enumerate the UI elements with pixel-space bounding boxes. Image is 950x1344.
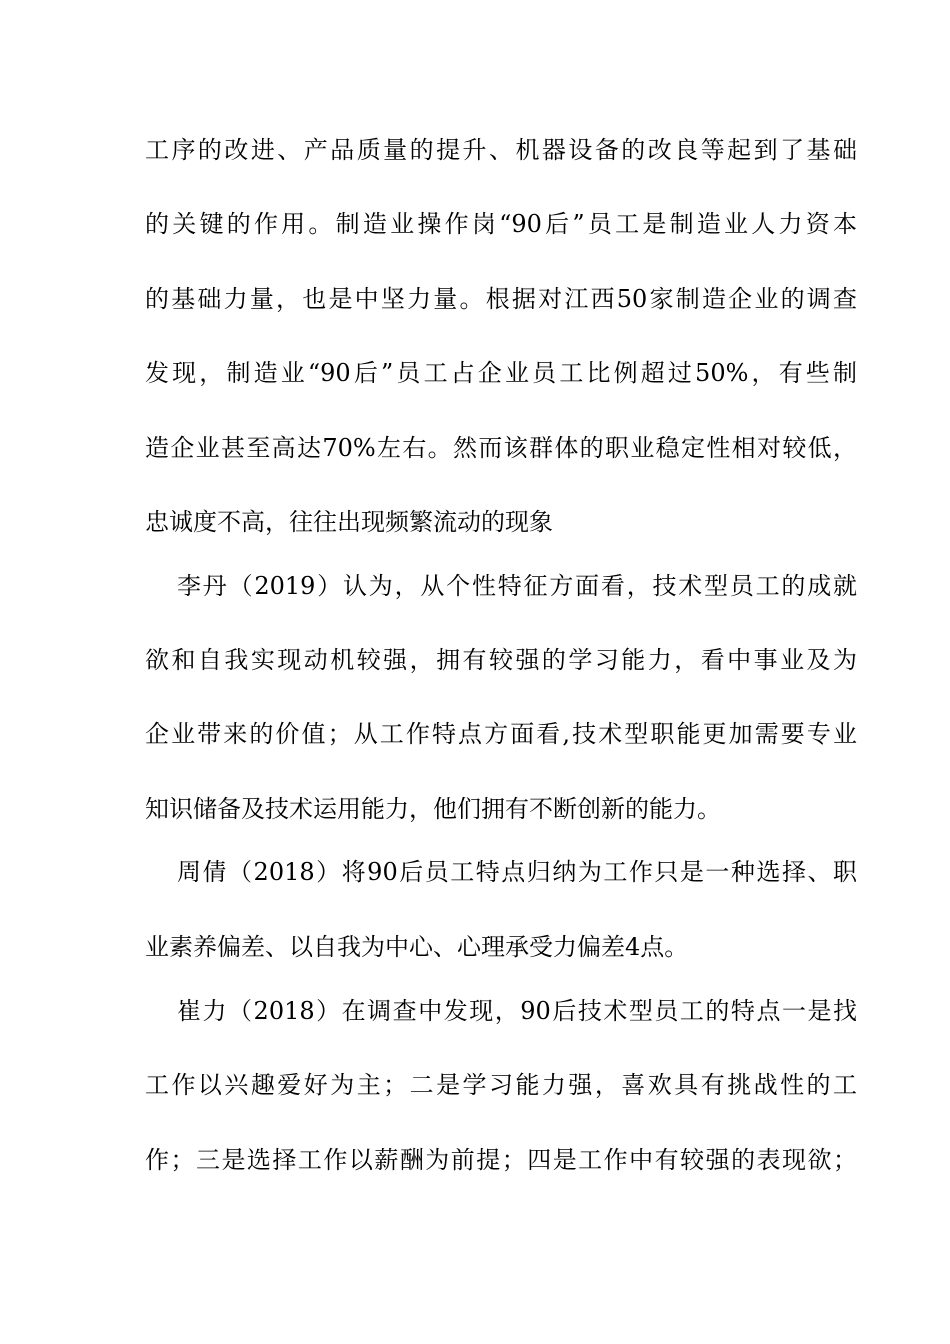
paragraph-1-line-6: 忠诚度不高，往往出现频繁流动的现象 — [145, 508, 553, 536]
paragraph-3-line-1: 周倩（2018）将90后员工特点归纳为工作只是一种选择、职 — [177, 858, 857, 886]
paragraph-1-line-5: 造企业甚至高达70%左右。然而该群体的职业稳定性相对较低， — [145, 434, 857, 462]
paragraph-3-line-2: 业素养偏差、以自我为中心、心理承受力偏差4点。 — [145, 933, 689, 961]
paragraph-1-line-4: 发现，制造业“90后”员工占企业员工比例超过50%，有些制 — [145, 359, 857, 387]
paragraph-4-line-3: 作；三是选择工作以薪酬为前提；四是工作中有较强的表现欲； — [145, 1146, 857, 1174]
paragraph-2-line-2: 欲和自我实现动机较强，拥有较强的学习能力，看中事业及为 — [145, 646, 857, 674]
paragraph-1-line-3: 的基础力量，也是中坚力量。根据对江西50家制造企业的调查 — [145, 285, 857, 313]
paragraph-4-line-2: 工作以兴趣爱好为主；二是学习能力强，喜欢具有挑战性的工 — [145, 1071, 857, 1099]
paragraph-2-line-4: 知识储备及技术运用能力，他们拥有不断创新的能力。 — [145, 795, 721, 823]
paragraph-1-line-1: 工序的改进、产品质量的提升、机器设备的改良等起到了基础 — [145, 136, 857, 164]
paragraph-4-line-1: 崔力（2018）在调查中发现，90后技术型员工的特点一是找 — [177, 997, 857, 1025]
paragraph-2-line-3: 企业带来的价值；从工作特点方面看,技术型职能更加需要专业 — [145, 720, 857, 748]
paragraph-1-line-2: 的关键的作用。制造业操作岗“90后”员工是制造业人力资本 — [145, 210, 857, 238]
paragraph-2-line-1: 李丹（2019）认为，从个性特征方面看，技术型员工的成就 — [177, 572, 857, 600]
